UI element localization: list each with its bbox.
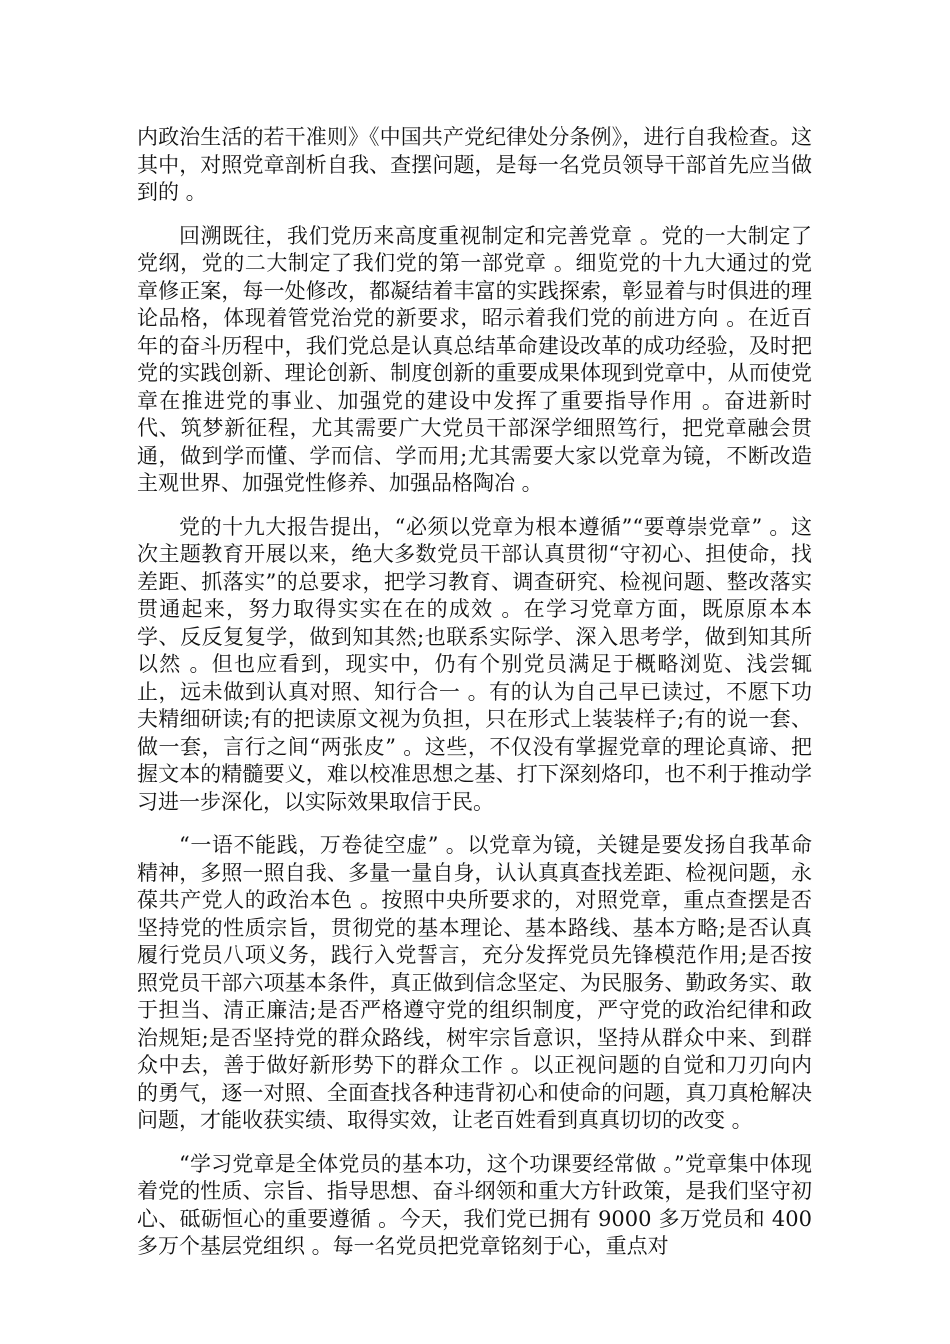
document-body xyxy=(137,124,812,1261)
paragraph: 党的十九大报告提出，“必须以党章为根本遵循”“要尊崇党章” 。这次主题教育开展以来，绝大多数党员干部认真贯彻“守初心、担使命，找差距、抓落实”的总要求，把学习教育、调查研究、检视问题、整改落实贯通起来，努力取得实实在在的成效 。在学习党章方面，既原原本本学、反反复复学，做到知其然;也联系实际学、深入思考学，做到知其所以然 。但也应看到，现实中，仍有个别党员满足于概略浏览、浅尝辄止，远未做到认真对照、知行合一 。有的认为自己早已读过，不愿下功夫精细研读;有的把读原文视为负担，只在形式上装装样子;有的说一套、做一套，言行之间“两张皮” 。这些，不仅没有掌握党章的理论真谛、把握文本的精髓要义，难以校准思想之基、打下深刻烙印，也不利于推动学习进一步深化，以实际效果取信于民。 xyxy=(137,514,812,814)
paragraph: “一语不能践，万卷徒空虚” 。以党章为镜，关键是要发扬自我革命精神，多照一照自我、多量一量自身，认认真真查找差距、检视问题，永葆共产党人的政治本色 。按照中央所要求的，对照党章，重点查摆是否坚持党的性质宗旨，贯彻党的基本理论、基本路线、基本方略;是否认真履行党员八项义务，践行入党誓言，充分发挥党员先锋模范作用;是否按照党员干部六项基本条件，真正做到信念坚定、为民服务、勤政务实、敢于担当、清正廉洁;是否严格遵守党的组织制度，严守党的政治纪律和政治规矩;是否坚持党的群众路线，树牢宗旨意识，坚持从群众中来、到群众中去，善于做好新形势下的群众工作 。以正视问题的自觉和刀刃向内的勇气，逐一对照、全面查找各种违背初心和使命的问题，真刀真枪解决问题，才能收获实绩、取得实效，让老百姓看到真真切切的改变 。 xyxy=(137,833,812,1132)
paragraph: 回溯既往，我们党历来高度重视制定和完善党章 。党的一大制定了党纲，党的二大制定了我们党的第一部党章 。细览党的十九大通过的党章修正案，每一处修改，都凝结着丰富的实践探索，彰显着与时俱进的理论品格，体现着管党治党的新要求，昭示着我们党的前进方向 。在近百年的奋斗历程中，我们党总是认真总结革命建设改革的成功经验，及时把党的实践创新、理论创新、制度创新的重要成果体现到党章中，从而使党章在推进党的事业、加强党的建设中发挥了重要指导作用 。奋进新时代、筑梦新征程，尤其需要广大党员干部深学细照笃行，把党章融会贯通，做到学而懂、学而信、学而用;尤其需要大家以党章为镜，不断改造主观世界、加强党性修养、加强品格陶冶 。 xyxy=(137,223,812,495)
paragraph: “学习党章是全体党员的基本功，这个功课要经常做 。”党章集中体现着党的性质、宗旨、指导思想、奋斗纲领和重大方针政策，是我们坚守初心、砥砺恒心的重要遵循 。今天，我们党已拥有 9000 多万党员和 400 多万个基层党组织 。每一名党员把党章铭刻于心，重点对 xyxy=(137,1151,812,1258)
paragraph: 内政治生活的若干准则》《中国共产党纪律处分条例》，进行自我检查。这其中，对照党章剖析自我、查摆问题，是每一名党员领导干部首先应当做到的 。 xyxy=(137,125,812,204)
